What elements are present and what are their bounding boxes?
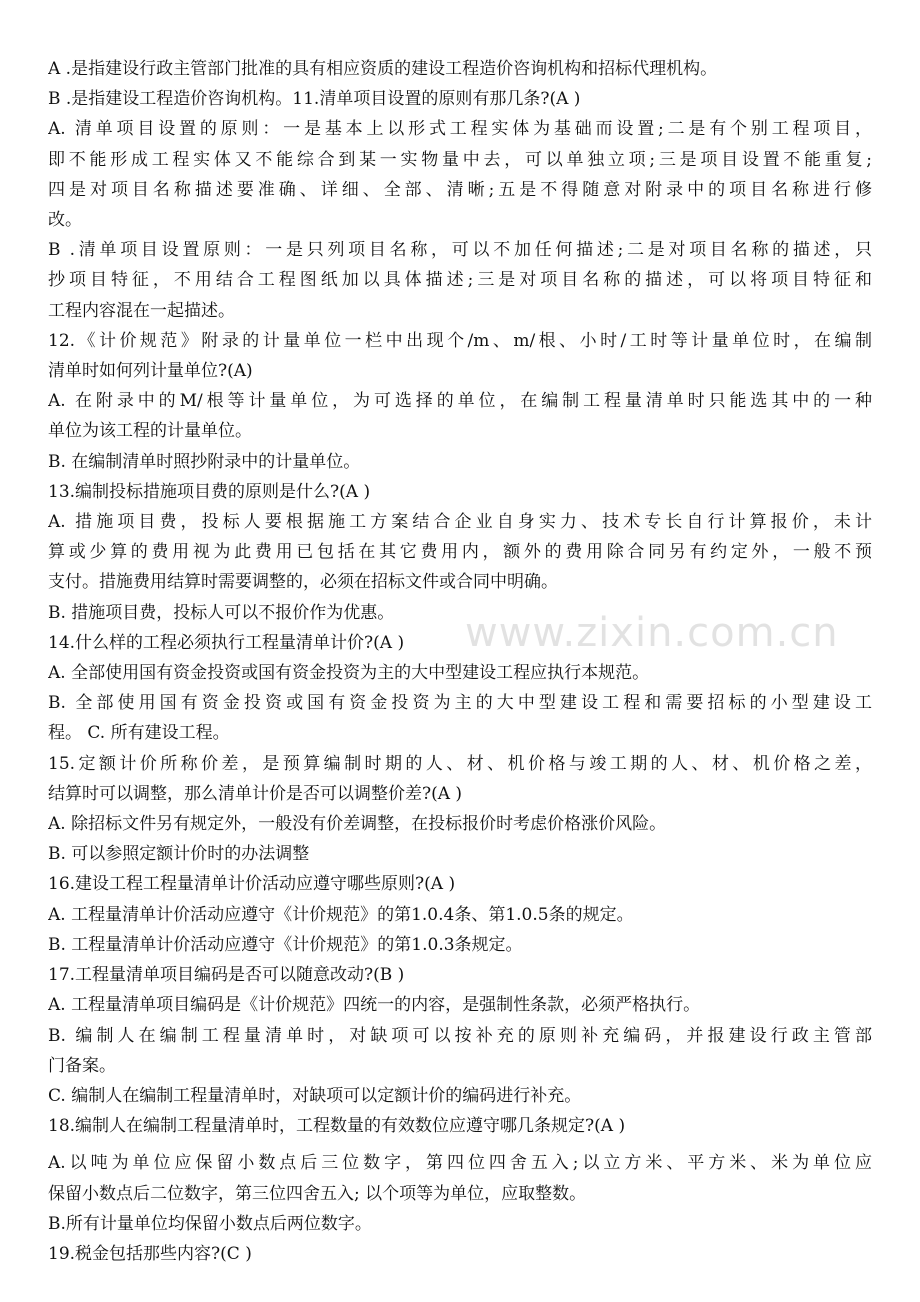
text-line: B. 可以参照定额计价时的办法调整: [48, 844, 310, 865]
text-line: A. 在附录中的M/根等计量单位，为可选择的单位，在编制工程量清单时只能选其中的一种: [48, 391, 872, 412]
text-line: A. 措施项目费，投标人要根据施工方案结合企业自身实力、技术专长自行计算报价，未计: [48, 512, 872, 533]
text-line: A. 工程量清单项目编码是《计价规范》四统一的内容，是强制性条款，必须严格执行。: [48, 995, 701, 1016]
text-line: 保留小数点后二位数字，第三位四舍五入; 以个项等为单位，应取整数。: [48, 1183, 587, 1204]
paragraph: [48, 477, 872, 507]
paragraph: [48, 960, 872, 990]
text-line: 门备案。: [48, 1055, 116, 1076]
paragraph: [48, 598, 872, 628]
paragraph: [48, 1239, 872, 1269]
text-line: A. 除招标文件另有规定外，一般没有价差调整，在投标报价时考虑价格涨价风险。: [48, 814, 667, 835]
paragraph: [48, 900, 872, 930]
text-line: A. 清单项目设置的原则：一是基本上以形式工程实体为基础而设置;二是有个别工程项目，: [48, 119, 872, 140]
text-line: B. 工程量清单计价活动应遵守《计价规范》的第1.0.3条规定。: [48, 934, 523, 955]
paragraph: [48, 1081, 872, 1111]
paragraph: [48, 447, 872, 477]
text-line: 算或少算的费用视为此费用已包括在其它费用内，额外的费用除合同另有约定外，一般不预: [48, 542, 872, 563]
paragraph: [48, 1111, 872, 1141]
paragraph: [48, 235, 872, 326]
text-line: C. 编制人在编制工程量清单时，对缺项可以定额计价的编码进行补充。: [48, 1085, 582, 1106]
text-line: 程。 C. 所有建设工程。: [48, 723, 230, 744]
text-line: 17.工程量清单项目编码是否可以随意改动?(B ): [48, 965, 405, 986]
text-line: 清单时如何列计量单位?(A): [48, 361, 253, 382]
text-line: A .是指建设行政主管部门批准的具有相应资质的建设工程造价咨询机构和招标代理机构。: [48, 59, 718, 79]
paragraph: [48, 658, 872, 688]
paragraph: [48, 628, 872, 658]
paragraph: [48, 839, 872, 869]
paragraph: [48, 84, 872, 114]
paragraph: [48, 114, 872, 235]
paragraph: [48, 54, 872, 84]
text-line: 19.税金包括那些内容?(C ): [48, 1243, 252, 1264]
text-line: 12.《计价规范》附录的计量单位一栏中出现个/m、m/根、小时/工时等计量单位时，在编制: [48, 330, 872, 351]
paragraph: [48, 930, 872, 960]
paragraph: [48, 1209, 872, 1239]
text-line: 四是对项目名称描述要准确、详细、全部、清晰;五是不得随意对附录中的项目名称进行修: [48, 179, 872, 200]
text-line: B.所有计量单位均保留小数点后两位数字。: [48, 1213, 372, 1234]
text-line: 即不能形成工程实体又不能综合到某一实物量中去，可以单独立项;三是项目设置不能重复;: [48, 149, 872, 170]
paragraph: [48, 507, 872, 598]
paragraph: [48, 688, 872, 748]
text-line: A. 工程量清单计价活动应遵守《计价规范》的第1.0.4条、第1.0.5条的规定。: [48, 904, 634, 925]
document-body: [48, 54, 872, 1269]
paragraph: [48, 326, 872, 386]
text-line: 结算时可以调整，那么清单计价是否可以调整价差?(A ): [48, 783, 463, 804]
paragraph: [48, 809, 872, 839]
paragraph: [48, 749, 872, 809]
text-line: 工程内容混在一起描述。: [48, 300, 235, 321]
text-line: 13.编制投标措施项目费的原则是什么?(A ): [48, 481, 371, 502]
text-line: 抄项目特征，不用结合工程图纸加以具体描述;三是对项目名称的描述，可以将项目特征和: [48, 270, 872, 291]
watermark: www.zixin.com.cn: [465, 610, 839, 656]
paragraph: [48, 990, 872, 1020]
text-line: 单位为该工程的计量单位。: [48, 421, 252, 442]
paragraph: [48, 386, 872, 446]
text-line: B. 编制人在编制工程量清单时，对缺项可以按补充的原则补充编码，并报建设行政主管部: [48, 1025, 872, 1046]
paragraph: [48, 1021, 872, 1081]
text-line: A.以吨为单位应保留小数点后三位数字，第四位四舍五入;以立方米、平方米、米为单位应: [48, 1153, 872, 1174]
text-line: 16.建设工程工程量清单计价活动应遵守哪些原则?(A ): [48, 874, 456, 895]
text-line: 18.编制人在编制工程量清单时，工程数量的有效数位应遵守哪几条规定?(A ): [48, 1116, 626, 1137]
paragraph: [48, 1148, 872, 1208]
text-line: 14.什么样的工程必须执行工程量清单计价?(A ): [48, 632, 405, 653]
text-line: B. 全部使用国有资金投资或国有资金投资为主的大中型建设工程和需要招标的小型建设工: [48, 693, 872, 714]
text-line: B. 在编制清单时照抄附录中的计量单位。: [48, 451, 361, 472]
text-line: 改。: [48, 210, 82, 231]
text-line: B .是指建设工程造价咨询机构。11.清单项目设置的原则有那几条?(A ): [48, 89, 581, 110]
text-line: A. 全部使用国有资金投资或国有资金投资为主的大中型建设工程应执行本规范。: [48, 663, 650, 684]
text-line: B .清单项目设置原则：一是只列项目名称，可以不加任何描述;二是对项目名称的描述，只: [48, 240, 872, 261]
text-line: B. 措施项目费，投标人可以不报价作为优惠。: [48, 602, 395, 623]
text-line: 15.定额计价所称价差，是预算编制时期的人、材、机价格与竣工期的人、材、机价格之差，: [48, 753, 872, 774]
paragraph: [48, 869, 872, 899]
text-line: 支付。措施费用结算时需要调整的，必须在招标文件或合同中明确。: [48, 572, 558, 593]
